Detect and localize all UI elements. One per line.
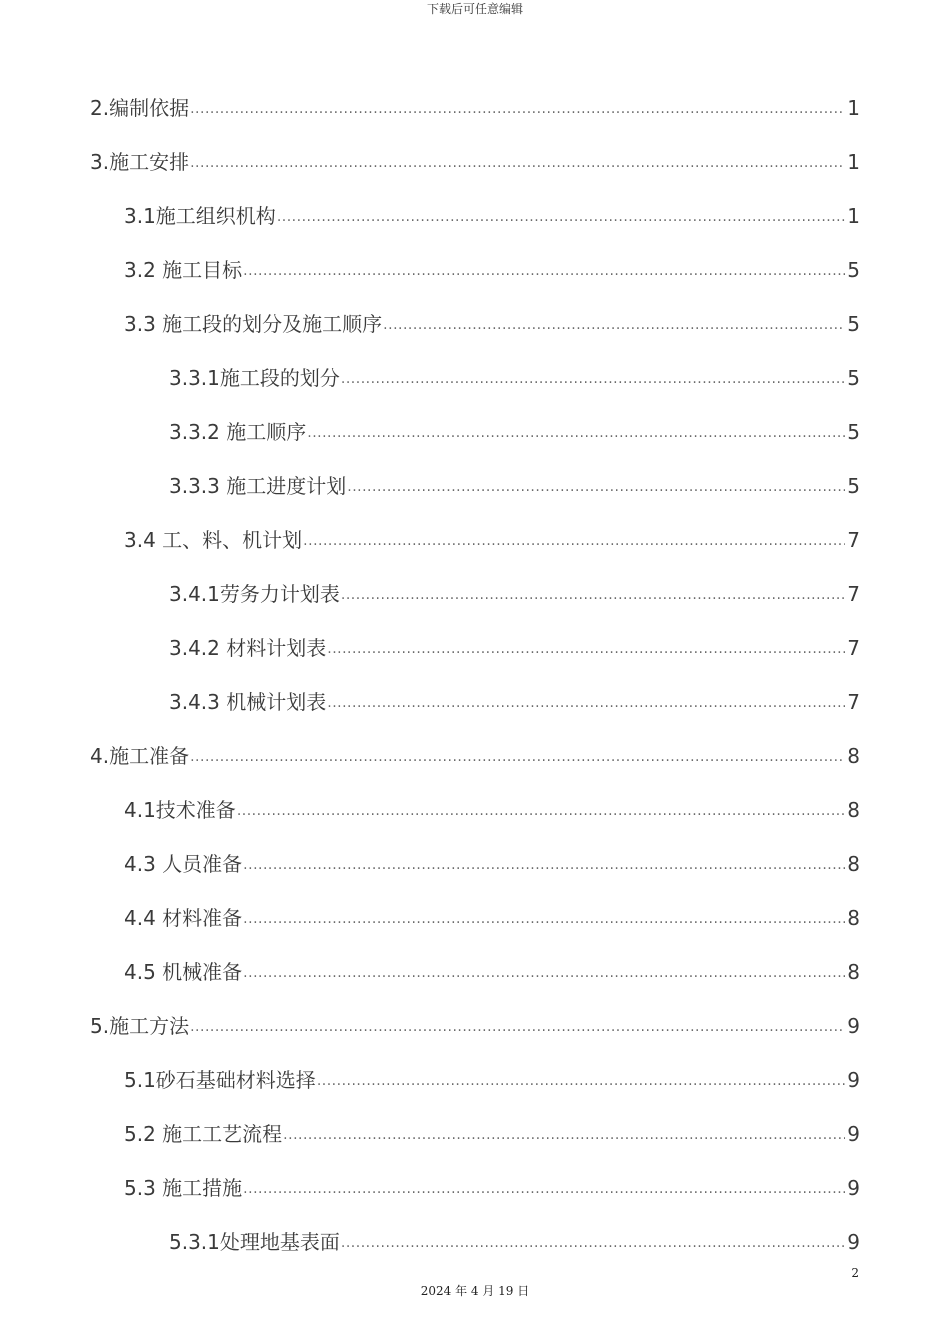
toc-entry-page: 1 <box>847 96 860 120</box>
toc-dot-leader <box>243 957 845 989</box>
toc-entry[interactable] <box>124 200 860 232</box>
toc-dot-leader <box>317 1065 845 1097</box>
toc-dot-leader <box>341 363 845 395</box>
toc-entry-label: 4.3 人员准备 <box>124 852 243 876</box>
toc-dot-leader <box>347 471 845 503</box>
toc-entry[interactable] <box>169 578 860 610</box>
toc-entry-label: 3.4 工、料、机计划 <box>124 528 303 552</box>
toc-dot-leader <box>303 525 845 557</box>
toc-entry[interactable] <box>124 1172 860 1204</box>
toc-entry-label: 5.3 施工措施 <box>124 1176 243 1200</box>
toc-dot-leader <box>190 147 845 179</box>
toc-entry-label: 3.施工安排 <box>90 150 190 174</box>
toc-entry-page: 8 <box>847 906 860 930</box>
toc-entry[interactable] <box>90 92 860 124</box>
toc-entry-page: 8 <box>847 744 860 768</box>
toc-entry-label: 4.1技术准备 <box>124 798 236 822</box>
toc-entry-page: 9 <box>847 1014 860 1038</box>
footer-date: 2024 年 4 月 19 日 <box>420 1284 530 1298</box>
toc-dot-leader <box>327 687 845 719</box>
toc-dot-leader <box>341 1227 845 1259</box>
toc-entry[interactable] <box>169 632 860 664</box>
toc-entry-label: 4.5 机械准备 <box>124 960 243 984</box>
toc-entry-page: 9 <box>847 1122 860 1146</box>
toc-entry-page: 7 <box>847 636 860 660</box>
toc-entry[interactable] <box>90 146 860 178</box>
toc-dot-leader <box>243 849 845 881</box>
toc-entry-label: 3.3 施工段的划分及施工顺序 <box>124 312 383 336</box>
toc-dot-leader <box>327 633 845 665</box>
toc-entry-label: 3.4.2 材料计划表 <box>169 636 327 660</box>
toc-entry[interactable] <box>169 362 860 394</box>
toc-entry[interactable] <box>90 740 860 772</box>
toc-dot-leader <box>307 417 845 449</box>
toc-entry-page: 5 <box>847 420 860 444</box>
toc-entry-page: 1 <box>847 150 860 174</box>
toc-entry[interactable] <box>124 1064 860 1096</box>
toc-entry-page: 9 <box>847 1176 860 1200</box>
toc-entry-label: 3.1施工组织机构 <box>124 204 276 228</box>
toc-entry-label: 3.3.3 施工进度计划 <box>169 474 347 498</box>
toc-dot-leader <box>243 903 845 935</box>
toc-entry-page: 5 <box>847 312 860 336</box>
toc-entry-label: 3.4.3 机械计划表 <box>169 690 327 714</box>
toc-entry[interactable] <box>124 1118 860 1150</box>
toc-entry[interactable] <box>124 254 860 286</box>
toc-entry-label: 5.2 施工工艺流程 <box>124 1122 283 1146</box>
toc-entry[interactable] <box>124 794 860 826</box>
toc-entry-label: 4.4 材料准备 <box>124 906 243 930</box>
toc-entry[interactable] <box>169 686 860 718</box>
toc-entry-label: 2.编制依据 <box>90 96 190 120</box>
toc-entry-page: 7 <box>847 528 860 552</box>
toc-entry-page: 1 <box>847 204 860 228</box>
toc-dot-leader <box>190 1011 845 1043</box>
toc-entry-page: 7 <box>847 582 860 606</box>
toc-entry[interactable] <box>169 1226 860 1258</box>
toc-entry-label: 5.施工方法 <box>90 1014 190 1038</box>
toc-entry-label: 3.3.1施工段的划分 <box>169 366 340 390</box>
toc-entry[interactable] <box>169 416 860 448</box>
toc-entry-label: 3.4.1劳务力计划表 <box>169 582 340 606</box>
toc-entry[interactable] <box>169 470 860 502</box>
toc-entry-page: 9 <box>847 1068 860 1092</box>
toc-dot-leader <box>237 795 845 827</box>
toc-entry[interactable] <box>90 1010 860 1042</box>
toc-entry-page: 5 <box>847 366 860 390</box>
toc-dot-leader <box>190 93 845 125</box>
toc-entry-label: 5.1砂石基础材料选择 <box>124 1068 316 1092</box>
toc-entry-label: 3.2 施工目标 <box>124 258 243 282</box>
toc-entry-page: 7 <box>847 690 860 714</box>
toc-dot-leader <box>341 579 845 611</box>
toc-dot-leader <box>243 255 845 287</box>
toc-entry-label: 3.3.2 施工顺序 <box>169 420 307 444</box>
toc-entry-label: 5.3.1处理地基表面 <box>169 1230 340 1254</box>
toc-entry-label: 4.施工准备 <box>90 744 190 768</box>
page-number: 2 <box>851 1266 859 1280</box>
toc-dot-leader <box>190 741 845 773</box>
toc-entry-page: 5 <box>847 474 860 498</box>
toc-entry-page: 5 <box>847 258 860 282</box>
toc-dot-leader <box>383 309 845 341</box>
header-note: 下载后可任意编辑 <box>426 2 523 16</box>
toc-dot-leader <box>243 1173 845 1205</box>
toc-entry[interactable] <box>124 848 860 880</box>
toc-dot-leader <box>283 1119 845 1151</box>
toc-entry[interactable] <box>124 524 860 556</box>
toc-entry[interactable] <box>124 308 860 340</box>
toc-entry-page: 8 <box>847 798 860 822</box>
toc-entry[interactable] <box>124 956 860 988</box>
toc-entry-page: 8 <box>847 960 860 984</box>
toc-entry-page: 8 <box>847 852 860 876</box>
toc-dot-leader <box>277 201 845 233</box>
toc-entry-page: 9 <box>847 1230 860 1254</box>
toc-entry[interactable] <box>124 902 860 934</box>
